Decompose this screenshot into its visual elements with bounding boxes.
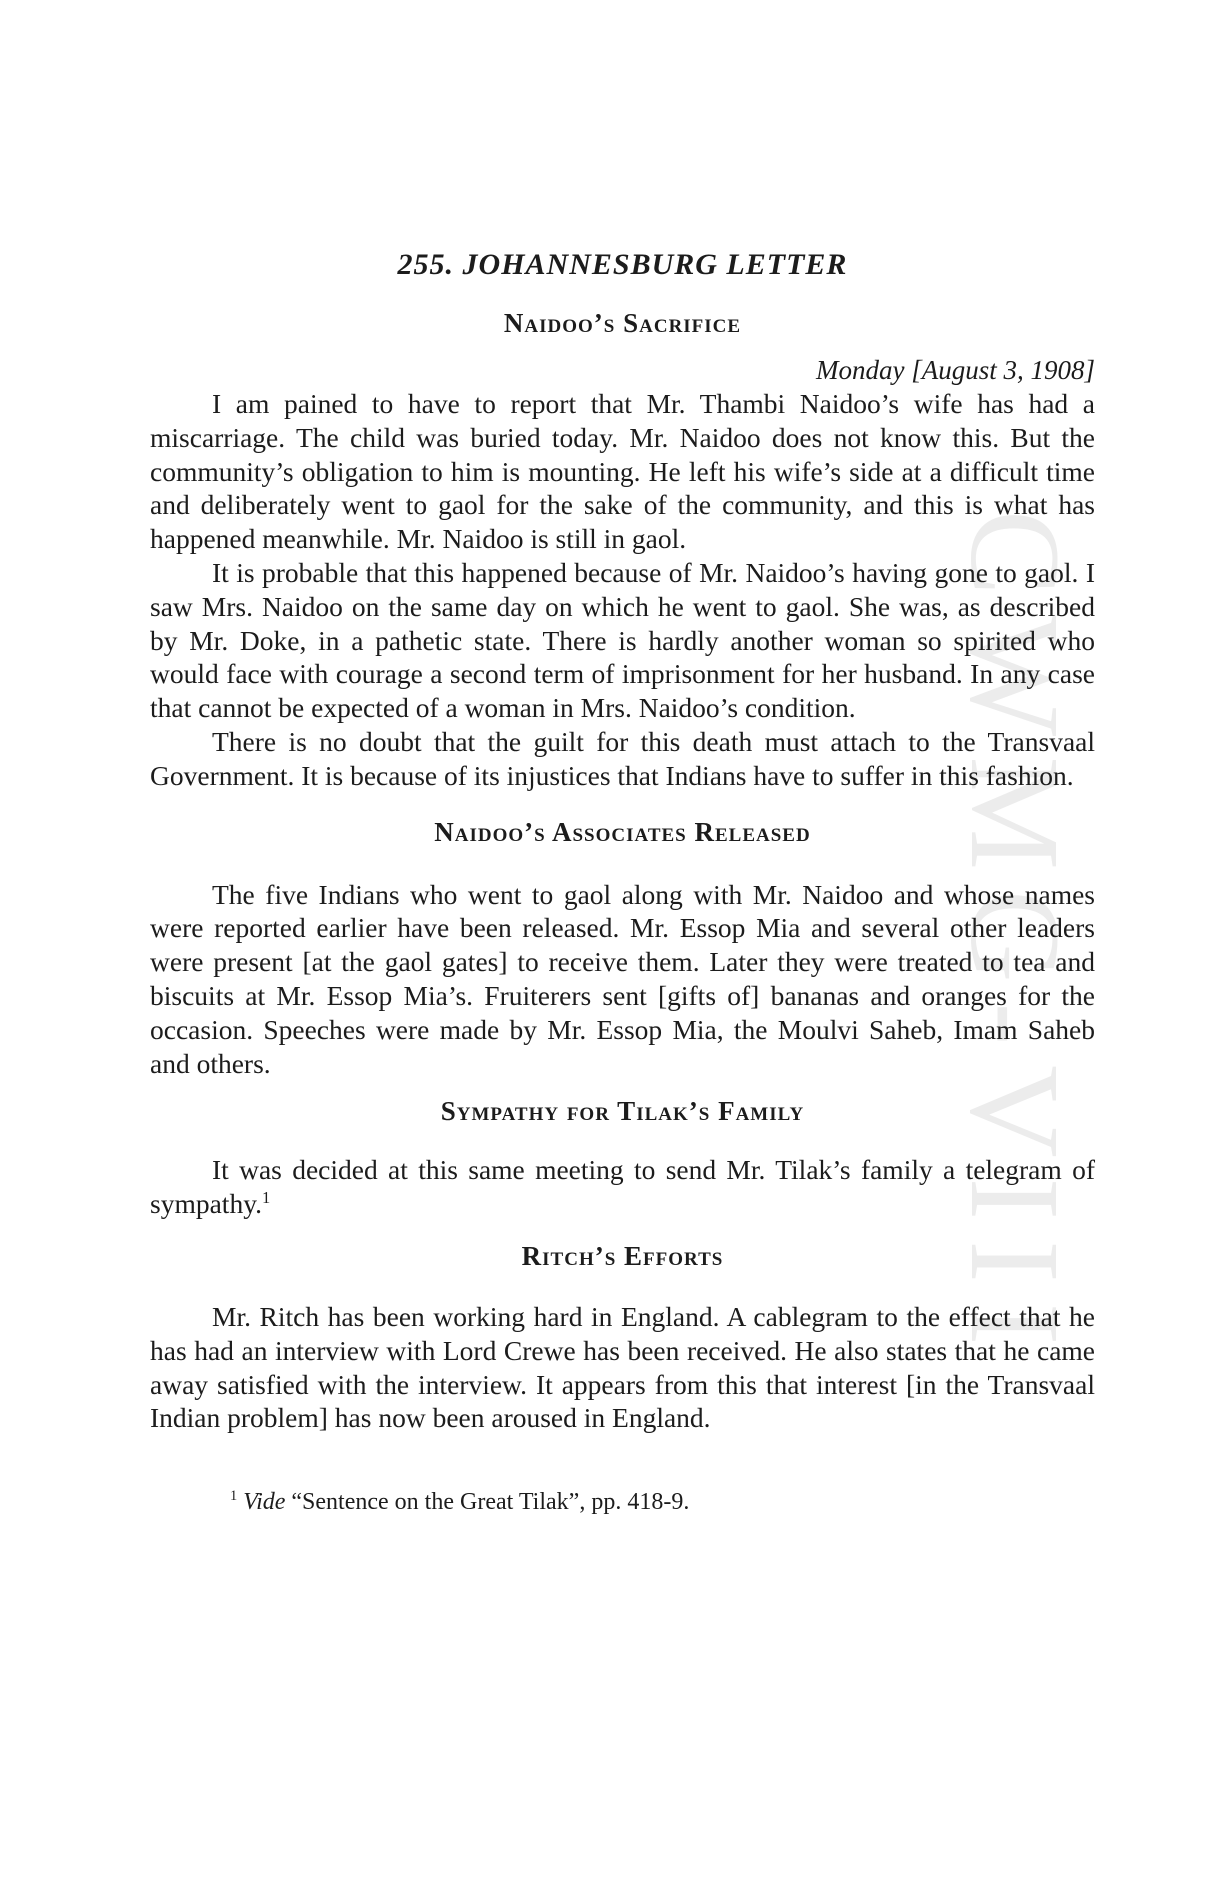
date-bracket: [August 3, 1908]: [911, 355, 1095, 385]
paragraph: The five Indians who went to gaol along with Mr. Naidoo and whose names were reported earlier have been released. Mr. Essop Mia and several other leaders were present [at the gaol gates] to receive them. Later they were treated to tea and biscuits at Mr. Essop Mia’s. Fruiterers sent [gifts of] bananas and oranges for the occasion. Speeches were made by Mr. Essop Mia, the Moulvi Saheb, Imam Saheb and others.: [150, 878, 1095, 1079]
footnote-text: “Sentence on the Great Tilak”, pp. 418-9.: [291, 1489, 690, 1516]
paragraph: I am pained to have to report that Mr. Thambi Naidoo’s wife has had a miscarriage. The child was buried today. Mr. Naidoo does not know this. But the community’s obligation to him is mounting. He left his wife’s side at a difficult time and deliberately went to gaol for the sake of the community, and this is what has happened meanwhile. Mr. Naidoo is still in gaol.: [150, 388, 1095, 555]
section-heading-associates-released: Naidoo’s Associates Released: [434, 816, 811, 847]
dateline: [150, 353, 1095, 387]
paragraph-text: It was decided at this same meeting to send Mr. Tilak’s family a telegram of sympathy.: [150, 1154, 1095, 1220]
section-heading-naidoos-sacrifice: Naidoo’s Sacrifice: [503, 308, 742, 338]
paragraph: There is no doubt that the guilt for this death must attach to the Transvaal Government. It is because of its injustices that Indians have to suffer in this fashion.: [150, 725, 1095, 791]
date-day: Monday: [815, 355, 905, 385]
paragraph: It is probable that this happened because of Mr. Naidoo’s having gone to gaol. I saw Mrs. Naidoo on the same day on which he went to gaol. She was, as described by Mr. Doke, in a pathetic state. There is hardly another woman so spirited who would face with courage a second term of imprisonment for her husband. In any case that cannot be expected of a woman in Mrs. Naidoo’s condition.: [150, 556, 1095, 724]
footnote: [150, 1487, 1095, 1517]
paragraph-with-footnote: [150, 1153, 1095, 1221]
section-heading-ritchs-efforts: Ritch’s Efforts: [521, 1240, 724, 1271]
footnote-marker: 1: [262, 1187, 271, 1207]
watermark: CWMG-VIII: [944, 510, 1086, 1366]
section-heading-tilak-family: Sympathy for Tilak’s Family: [440, 1096, 805, 1127]
paragraph: Mr. Ritch has been working hard in England. A cablegram to the effect that he has had an interview with Lord Crewe has been received. He also states that he came away satisfied with the interview. It appears from this that interest [in the Transvaal Indian problem] has now been aroused in England.: [150, 1300, 1095, 1434]
document-page: [150, 248, 1095, 1517]
article-title: 255. JOHANNESBURG LETTER: [397, 248, 848, 281]
footnote-number: 1: [230, 1488, 238, 1505]
footnote-vide: Vide: [243, 1489, 286, 1516]
